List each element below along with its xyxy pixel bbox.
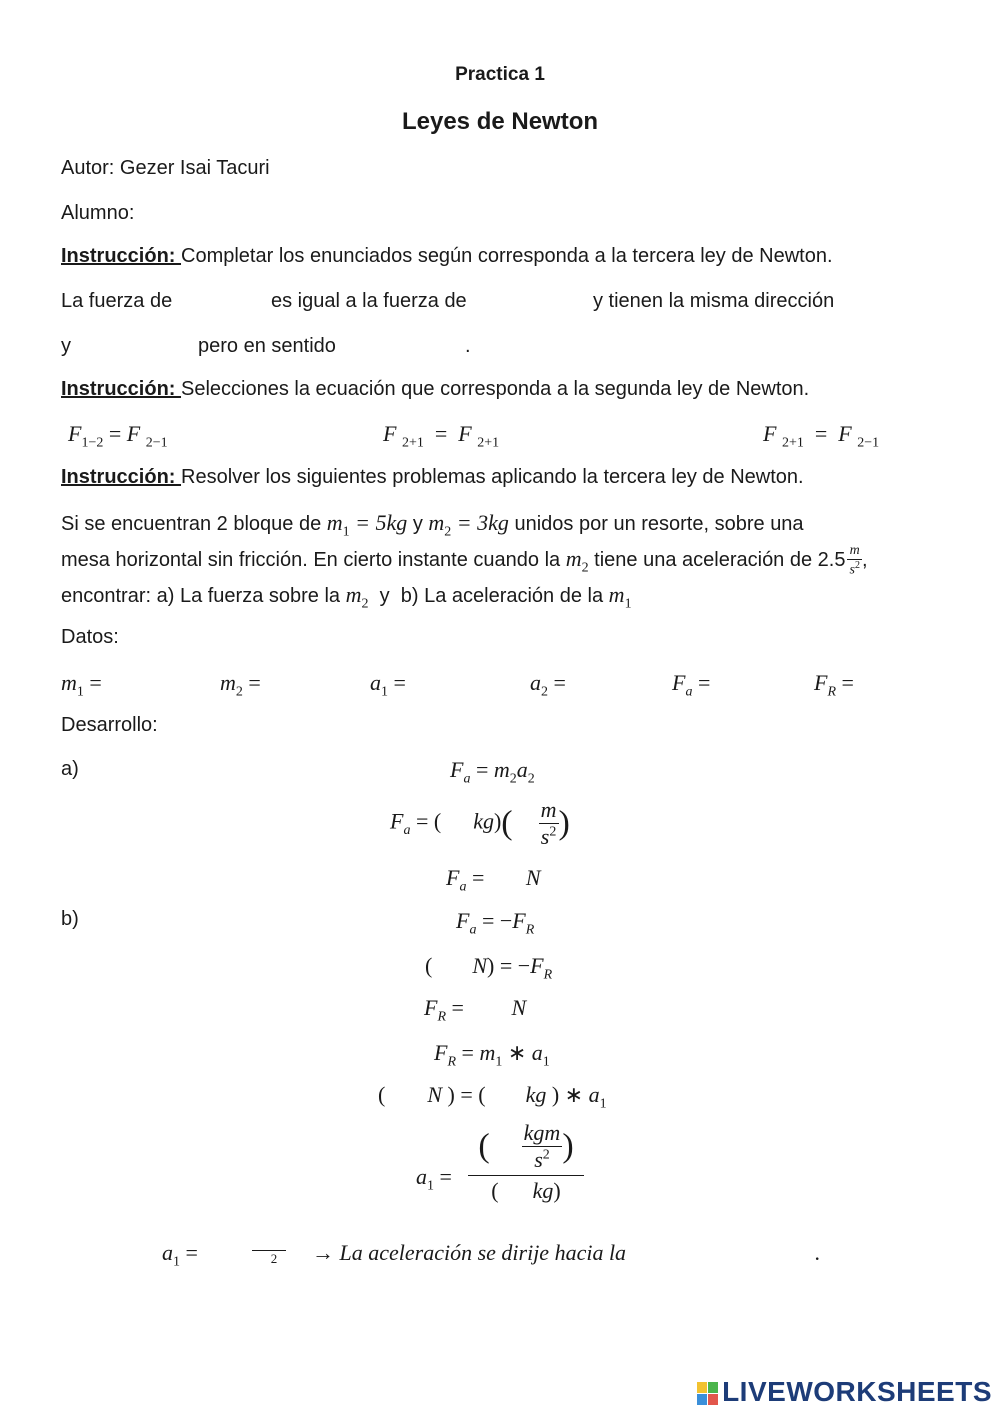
problem-text: unidos por un resorte, sobre una bbox=[514, 513, 804, 535]
conclusion-period: . bbox=[815, 1240, 821, 1265]
datos-m2: $m_2$ = bbox=[220, 670, 261, 700]
liveworksheets-logo-icon bbox=[697, 1382, 719, 1406]
student-label: Alumno: bbox=[61, 202, 135, 224]
option-rhs-sub: 2−1 bbox=[145, 435, 168, 451]
eq-a-3: $F_a = N$ bbox=[446, 865, 541, 895]
instruction-label: Instrucción: bbox=[61, 466, 182, 488]
option-lhs: F bbox=[383, 421, 397, 446]
liveworksheets-logo bbox=[697, 1376, 992, 1408]
blank-input-3[interactable] bbox=[80, 333, 192, 359]
datos-a1-input[interactable] bbox=[424, 668, 514, 696]
blank-input-4[interactable] bbox=[355, 333, 463, 359]
conclusion-lhs: $a_1$ = bbox=[162, 1240, 198, 1270]
problem-line-1: Si se encuentran 2 bloque de $m_1 = 5kg$ y $m_2 = 3kg$ unidos por un resorte, sobre una bbox=[61, 510, 804, 540]
problem-text: Si se encuentran 2 bloque de bbox=[61, 513, 322, 535]
logo-text: LIVEWORKSHEETS bbox=[722, 1376, 992, 1407]
datos-fr-input[interactable] bbox=[868, 668, 948, 696]
datos-fa: $F_a$ = bbox=[672, 670, 711, 700]
option-rhs-sub: 2−1 bbox=[857, 435, 880, 451]
problem-text: b) La aceleración de la bbox=[400, 585, 604, 607]
mass-2-value: = 3kg bbox=[456, 510, 509, 535]
eq-b-3: $F_R = N$ bbox=[424, 995, 527, 1025]
mass-symbol: m bbox=[326, 510, 343, 535]
datos-a1: $a_1$ = bbox=[370, 670, 406, 700]
datos-label: Datos: bbox=[61, 626, 119, 648]
conjunction: y bbox=[379, 585, 390, 607]
problem-text: encontrar: a) La fuerza sobre la bbox=[61, 585, 341, 607]
statement-part-4: y bbox=[61, 335, 71, 357]
eq-b-1: $F_a = -F_R$ bbox=[456, 908, 535, 938]
option-rhs-sub: 2+1 bbox=[477, 435, 500, 451]
conjunction: y bbox=[412, 513, 423, 535]
datos-a2: $a_2$ = bbox=[530, 670, 566, 700]
blank-input-1[interactable] bbox=[180, 288, 265, 314]
eq-b-5: ( N ) = ( kg ) ∗ $a_1$ bbox=[378, 1082, 607, 1112]
instruction-label: Instrucción: bbox=[61, 378, 182, 400]
equation-option-2[interactable]: F $_{2+1}$ = F $_{2+1}$ bbox=[383, 421, 500, 451]
conclusion-text: → La aceleración se dirije hacia la bbox=[312, 1240, 627, 1265]
instruction-3 bbox=[61, 466, 804, 489]
option-lhs-sub: 1−2 bbox=[81, 435, 104, 451]
instruction-1 bbox=[61, 245, 833, 268]
option-rhs: F bbox=[838, 421, 852, 446]
eq-b-6-lhs: $a_1$ = bbox=[416, 1164, 452, 1194]
statement-end: . bbox=[465, 335, 471, 357]
mass-1-value: = 5kg bbox=[355, 510, 408, 535]
instruction-2 bbox=[61, 378, 809, 401]
eq-a-2: $F_a$ = ( kg)( $\frac{m}{s^2}$ ) bbox=[390, 797, 570, 849]
option-lhs: F bbox=[68, 421, 82, 446]
practice-number: Practica 1 bbox=[455, 64, 545, 85]
instruction-label: Instrucción: bbox=[61, 245, 182, 267]
datos-fr: $F_R$ = bbox=[814, 670, 854, 700]
conclusion-unit-fraction: 2 bbox=[252, 1238, 286, 1267]
instruction-text: Selecciones la ecuación que corresponda a la segunda ley de Newton. bbox=[181, 378, 810, 400]
eq-b-6-fraction: ( $\frac{\text{kgm}}{s^2}$ ) ( kg) bbox=[468, 1120, 584, 1204]
blank-accel-result-input[interactable] bbox=[252, 1238, 286, 1251]
option-rhs: F bbox=[458, 421, 472, 446]
eq-a-1: $F_a = m_2a_2$ bbox=[450, 757, 535, 787]
option-rhs: F bbox=[126, 421, 141, 446]
statement-part-1: La fuerza de bbox=[61, 290, 173, 312]
blank-input-2[interactable] bbox=[480, 288, 588, 314]
author: Autor: Gezer Isai Tacuri bbox=[61, 157, 270, 179]
instruction-text: Resolver los siguientes problemas aplicando la tercera ley de Newton. bbox=[181, 466, 804, 488]
problem-line-3: encontrar: a) La fuerza sobre la $m_2$ y b) La aceleración de la $m_1$ bbox=[61, 582, 632, 612]
eq-b-4: $F_R = m_1$ ∗ $a_1$ bbox=[434, 1040, 550, 1070]
datos-m1-input[interactable] bbox=[122, 668, 202, 696]
eq-b-2: ( $N) = -F_R$ bbox=[425, 953, 553, 983]
option-lhs-sub: 2+1 bbox=[401, 435, 424, 451]
problem-line-2: mesa horizontal sin fricción. En cierto instante cuando la $m_2$ tiene una aceleración de 2.5 $\frac{m}{s^2}$ , bbox=[61, 543, 868, 578]
mass-symbol: m bbox=[565, 546, 582, 572]
equation-option-1[interactable]: $F_{1-2} = F$ $_{2-1}$ bbox=[68, 421, 168, 451]
problem-text: mesa horizontal sin fricción. En cierto instante cuando la bbox=[61, 549, 561, 572]
part-b-label: b) bbox=[61, 908, 79, 930]
mass-symbol: m bbox=[345, 582, 362, 607]
statement-part-3: y tienen la misma dirección bbox=[593, 290, 835, 312]
datos-m1: $m_1$ = bbox=[61, 670, 102, 700]
unit-denominator: s bbox=[849, 562, 855, 578]
part-a-label: a) bbox=[61, 758, 79, 780]
option-lhs: F bbox=[763, 421, 777, 446]
mass-symbol: m bbox=[608, 582, 625, 607]
datos-a2-input[interactable] bbox=[583, 668, 663, 696]
statement-part-2: es igual a la fuerza de bbox=[271, 290, 467, 312]
option-lhs-sub: 2+1 bbox=[781, 435, 804, 451]
mass-symbol: m bbox=[428, 510, 445, 535]
blank-direction-input[interactable] bbox=[690, 1238, 810, 1264]
statement-part-5: pero en sentido bbox=[198, 335, 336, 357]
equation-option-3[interactable]: F $_{2+1}$ = F $_{2-1}$ bbox=[763, 421, 880, 451]
problem-text: tiene una aceleración de 2.5 bbox=[594, 549, 846, 572]
page-title: Leyes de Newton bbox=[401, 108, 599, 135]
unit-numerator: m bbox=[847, 543, 861, 560]
desarrollo-label: Desarrollo: bbox=[61, 714, 158, 736]
instruction-text: Completar los enunciados según corresponda a la tercera ley de Newton. bbox=[181, 245, 833, 267]
datos-m2-input[interactable] bbox=[280, 668, 360, 696]
datos-fa-input[interactable] bbox=[725, 668, 805, 696]
